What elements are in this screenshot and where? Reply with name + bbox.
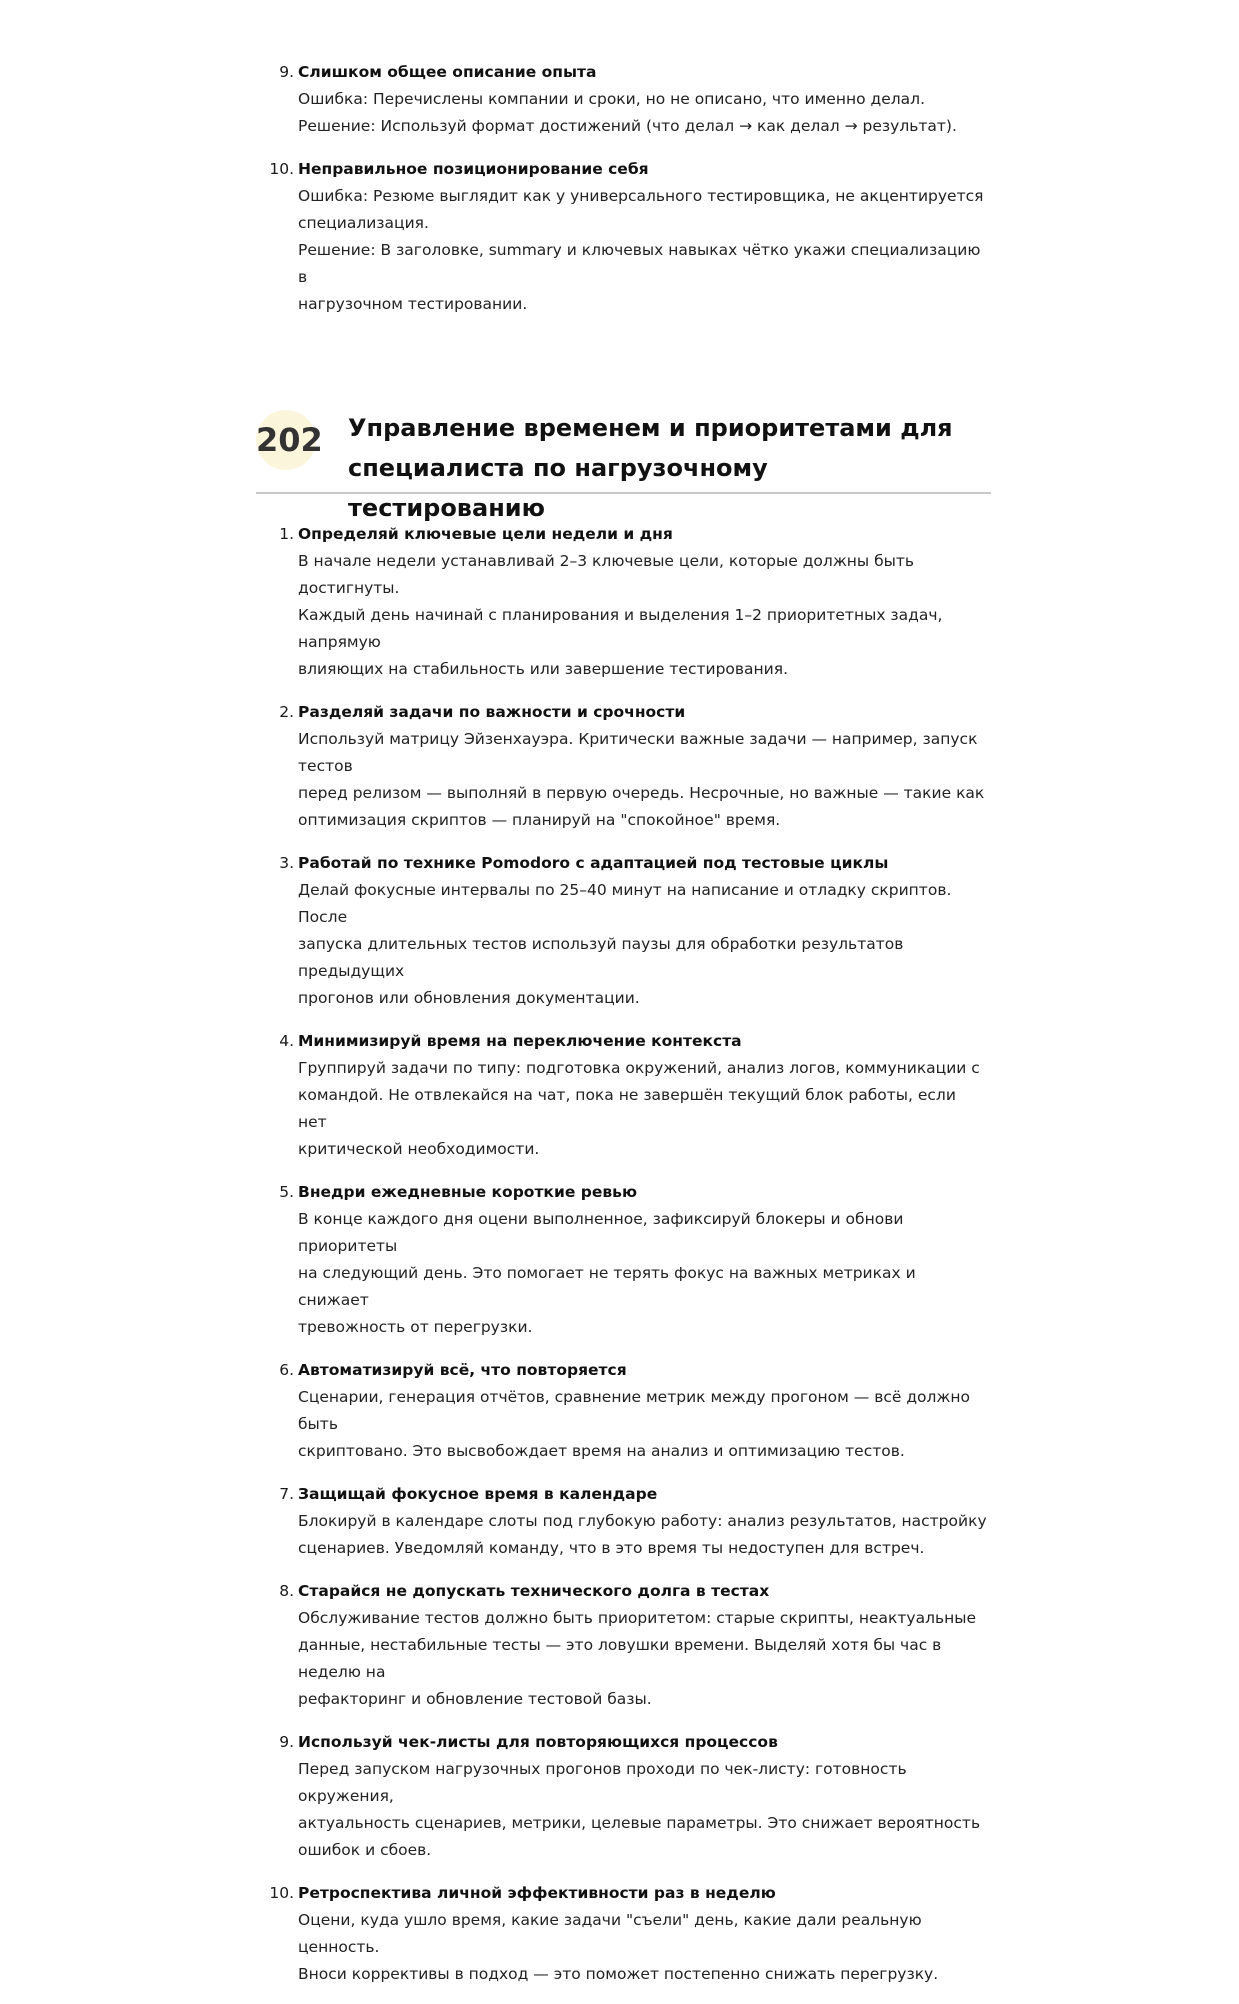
item-number: 10. [269, 160, 294, 178]
section-header [256, 408, 991, 522]
item-text: сценариев. Уведомляй команду, что в это время ты недоступен для встреч. [298, 1539, 925, 1557]
item-text: оптимизация скриптов — планируй на "спокойное" время. [298, 811, 781, 829]
item-text: Делай фокусные интервалы по 25–40 минут на написание и отладку скриптов. После [298, 881, 952, 926]
list-item [0, 1729, 988, 1864]
item-number: 9. [279, 63, 294, 81]
previous-section-list [0, 59, 1239, 334]
item-text: Ошибка: Резюме выглядит как у универсального тестировщика, не акцентируется [298, 187, 984, 205]
item-text: Обслуживание тестов должно быть приоритетом: старые скрипты, неактуальные [298, 1609, 977, 1627]
item-number: 10. [269, 1884, 294, 1902]
list-item [0, 156, 988, 318]
item-title: Разделяй задачи по важности и срочности [298, 703, 686, 721]
section-title-line: Управление временем и приоритетами для [348, 414, 953, 442]
item-number: 4. [279, 1032, 294, 1050]
item-text: В начале недели устанавливай 2–3 ключевые цели, которые должны быть достигнуты. [298, 552, 915, 597]
item-text: ошибок и сбоев. [298, 1841, 432, 1859]
item-text: прогонов или обновления документации. [298, 989, 640, 1007]
item-text: на следующий день. Это помогает не терять фокус на важных метриках и снижает [298, 1264, 916, 1309]
item-number: 2. [279, 703, 294, 721]
list-item [0, 1481, 988, 1562]
item-title: Неправильное позиционирование себя [298, 160, 649, 178]
item-title: Минимизируй время на переключение контекста [298, 1032, 742, 1050]
item-text: Ошибка: Перечислены компании и сроки, но не описано, что именно делал. [298, 90, 925, 108]
item-text: актуальность сценариев, метрики, целевые параметры. Это снижает вероятность [298, 1814, 981, 1832]
list-item [0, 699, 988, 834]
item-number: 8. [279, 1582, 294, 1600]
list-item [0, 59, 988, 140]
section-title-line: специалиста по нагрузочному тестированию [348, 454, 768, 522]
item-text: рефакторинг и обновление тестовой базы. [298, 1690, 652, 1708]
section-divider [256, 492, 991, 494]
item-text: запуска длительных тестов используй паузы для обработки результатов предыдущих [298, 935, 904, 980]
item-text: критической необходимости. [298, 1140, 540, 1158]
item-number: 7. [279, 1485, 294, 1503]
list-item [0, 1578, 988, 1713]
item-text: Вноси коррективы в подход — это поможет постепенно снижать перегрузку. [298, 1965, 939, 1983]
list-item [0, 1357, 988, 1465]
item-number: 5. [279, 1183, 294, 1201]
item-number: 9. [279, 1733, 294, 1751]
item-text: Сценарии, генерация отчётов, сравнение метрик между прогоном — всё должно быть [298, 1388, 971, 1433]
item-text: Решение: В заголовке, summary и ключевых навыках чётко укажи специализацию в [298, 241, 981, 286]
list-item [0, 1028, 988, 1163]
item-number: 3. [279, 854, 294, 872]
item-text: Блокируй в календаре слоты под глубокую работу: анализ результатов, настройку [298, 1512, 987, 1530]
tips-list [0, 521, 1239, 2004]
item-title: Внедри ежедневные короткие ревью [298, 1183, 638, 1201]
item-text: тревожность от перегрузки. [298, 1318, 533, 1336]
item-text: Группируй задачи по типу: подготовка окружений, анализ логов, коммуникации с [298, 1059, 980, 1077]
item-title: Ретроспектива личной эффективности раз в неделю [298, 1884, 776, 1902]
item-title: Работай по технике Pomodoro с адаптацией под тестовые циклы [298, 854, 889, 872]
item-number: 6. [279, 1361, 294, 1379]
item-text: скриптовано. Это высвобождает время на анализ и оптимизацию тестов. [298, 1442, 905, 1460]
section-title [348, 408, 968, 528]
item-title: Используй чек-листы для повторяющихся процессов [298, 1733, 778, 1751]
item-text: специализация. [298, 214, 429, 232]
list-item [0, 521, 988, 683]
item-text: нагрузочном тестировании. [298, 295, 528, 313]
item-text: Каждый день начинай с планирования и выделения 1–2 приоритетных задач, напрямую [298, 606, 943, 651]
list-item [0, 1880, 988, 1988]
list-item [0, 1179, 988, 1341]
item-text: Используй матрицу Эйзенхауэра. Критически важные задачи — например, запуск тестов [298, 730, 978, 775]
item-title: Защищай фокусное время в календаре [298, 1485, 658, 1503]
item-text: В конце каждого дня оцени выполненное, зафиксируй блокеры и обнови приоритеты [298, 1210, 904, 1255]
list-item [0, 850, 988, 1012]
item-title: Автоматизируй всё, что повторяется [298, 1361, 627, 1379]
item-text: Оцени, куда ушло время, какие задачи "съели" день, какие дали реальную ценность. [298, 1911, 922, 1956]
item-text: влияющих на стабильность или завершение тестирования. [298, 660, 788, 678]
item-title: Старайся не допускать технического долга в тестах [298, 1582, 770, 1600]
item-text: перед релизом — выполняй в первую очередь. Несрочные, но важные — такие как [298, 784, 985, 802]
item-text: данные, нестабильные тесты — это ловушки времени. Выделяй хотя бы час в неделю на [298, 1636, 942, 1681]
item-title: Определяй ключевые цели недели и дня [298, 525, 673, 543]
item-text: Решение: Используй формат достижений (что делал → как делал → результат). [298, 117, 957, 135]
item-title: Слишком общее описание опыта [298, 63, 597, 81]
item-text: Перед запуском нагрузочных прогонов проходи по чек-листу: готовность окружения, [298, 1760, 907, 1805]
section-number-badge: 202 [256, 410, 316, 470]
item-text: командой. Не отвлекайся на чат, пока не завершён текущий блок работы, если нет [298, 1086, 956, 1131]
item-number: 1. [279, 525, 294, 543]
